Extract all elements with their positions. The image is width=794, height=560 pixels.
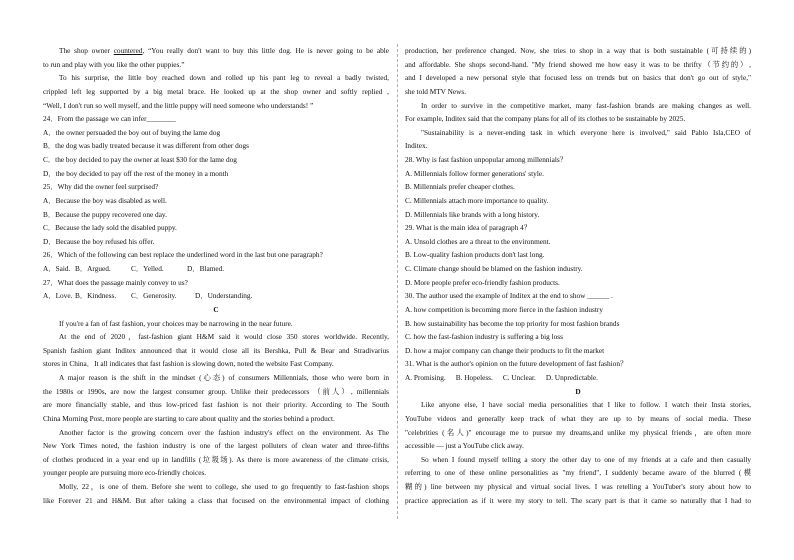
text-line: practice appreciation as if it were my story to tell. The scary part is that it came so naturally that I had to xyxy=(405,495,751,505)
text-line: are more financially stable, and thus low-priced fast fashion is not their priority. According to The South xyxy=(43,400,389,410)
text-line: she told MTV News. xyxy=(405,86,467,96)
option: C. Climate change should be blamed on the fashion industry. xyxy=(405,264,583,273)
option: C．Yelled. xyxy=(131,264,164,273)
option: D. how a major company can change their products to fit the market xyxy=(405,345,605,355)
option: D. More people prefer eco-friendly fashion products. xyxy=(405,277,560,287)
text-line: Molly, 22，is one of them. Before she went to college, she used to go frequently to fast-fashion shops xyxy=(59,482,389,491)
text-line: to run and play with you like the other puppies.” xyxy=(43,59,185,69)
question-27: 27．What does the passage mainly convey to us? xyxy=(43,277,188,287)
text-line: crippled left leg supported by a big metal brace. He looked up at the shop owner and softly replied , xyxy=(43,86,389,96)
option: D．Blamed. xyxy=(187,264,225,273)
option: D．the boy decided to pay off the rest of the money in a month xyxy=(43,168,229,178)
passage-b-paragraph xyxy=(43,44,389,58)
option: B．Argued. xyxy=(75,264,111,273)
question-28: 28. Why is fast fashion unpopular among millennials？ xyxy=(405,155,567,164)
column-divider xyxy=(397,44,398,519)
text-line: stores in China．It all indicates that fast fashion is slowing down, noted the website Fast Company. xyxy=(43,359,334,369)
option: B. Low-quality fashion products don't last long. xyxy=(405,250,545,260)
option: C．the boy decided to pay the owner at least $30 for the lame dog xyxy=(43,155,237,164)
text-line: At the end of 2020，fast-fashion giant H&M said it would close 350 stores worldwide. Recently, xyxy=(59,332,389,342)
option: D. Unpredictable. xyxy=(545,373,598,382)
left-column xyxy=(43,44,389,507)
text-line: 糊的) line between my physical and virtual social lives. I was retelling a YouTuber's story about how to xyxy=(405,482,751,491)
text-line: China Morning Post, more people are starting to care about quality and the stories behind a product. xyxy=(43,413,335,423)
text-line: Inditex. xyxy=(405,141,428,151)
text-line: “Well, I don't run so well myself, and the little puppy will need someone who understands! ” xyxy=(43,100,314,110)
text-line: Like anyone else, I have social media personalities that I like to follow. I watch their Insta stories, xyxy=(421,400,751,410)
section-heading-d: D xyxy=(575,386,581,396)
option: C．Generosity. xyxy=(131,291,177,301)
option: D. Millennials like brands with a long history. xyxy=(405,209,540,219)
option: D．Understanding. xyxy=(195,291,253,301)
option: C. Millennials attach more importance to quality. xyxy=(405,195,549,205)
text-line: "celebrities (名人)" encourage me to pursue my dreams,and unlike my physical friends，are often more xyxy=(405,427,751,437)
option: A. Promising. xyxy=(405,373,446,382)
text-line: Spanish fashion giant Inditex announced that it would close all its Bershka, Pull & Bear and Stradivarius xyxy=(43,345,389,355)
text-line: If you're a fan of fast fashion, your choices may be narrowing in the near future. xyxy=(59,318,293,328)
option: C．Because the lady sold the disabled puppy. xyxy=(43,223,177,233)
text: , “You really don't want to buy this little dog. He is never going to be able xyxy=(142,46,389,55)
question-31: 31. What is the author's opinion on the future development of fast fashion？ xyxy=(405,359,628,369)
text-line: In order to survive in the competitive market, many fast-fashion brands are making changes as well. xyxy=(421,100,751,110)
options-row xyxy=(43,262,389,276)
question-25: 25．Why did the owner feel surprised? xyxy=(43,182,159,192)
text-line: A major reason is the shift in the mindset (心态) of consumers Millennials, those who were born in xyxy=(59,373,389,382)
option: B．the dog was badly treated because it was different from other dogs xyxy=(43,141,249,151)
text-line: New York Times noted, the fashion industry is one of the largest polluters of clean water and three-fifths xyxy=(43,441,389,451)
text-line: and affordable. She shops second-hand. "My friend showed me how easy it was to be thrifty（节约的）, xyxy=(405,59,751,69)
text-line: the 1980s or 1990s, are now the largest consumer group. Unlike their predecessors （前人）, millennials xyxy=(43,386,389,396)
text-line: To his surprise, the little boy reached down and rolled up his pant leg to reveal a badly twisted, xyxy=(59,73,389,83)
option: A．Said. xyxy=(43,264,71,273)
option: A．Love. xyxy=(43,291,73,301)
options-row xyxy=(43,289,389,303)
text-line: referring to one of these online personalities as "my friend", I suddenly became aware of the blurred (模 xyxy=(405,468,751,478)
option: B．Because the puppy recovered one day. xyxy=(43,209,167,219)
text-line: Another factor is the growing concern over the fashion industry's effect on the environment. As The xyxy=(59,427,389,437)
text-line: younger people are pursuing more eco-friendly choices. xyxy=(43,468,207,478)
text-line: For example, Inditex said that the company plans for all of its clothes to be sustainable by 2025. xyxy=(405,114,686,124)
question-30: 30. The author used the example of Inditex at the end to show ______ . xyxy=(405,291,613,301)
text-line: So when I found myself telling a story the other day to one of my friends at a cafe and then casually xyxy=(421,454,751,464)
option: C. how the fast-fashion industry is suffering a big loss xyxy=(405,332,563,342)
option: A. Millennials follow former generations' style. xyxy=(405,168,544,178)
text-line: "Sustainability is a never-ending task in which everyone here is involved," said Pablo Isla,CEO of xyxy=(421,127,751,137)
text-line: accessible — just a YouTube click away. xyxy=(405,441,524,451)
underlined-word: countered xyxy=(113,46,143,55)
right-column xyxy=(405,44,751,507)
option: B. Hopeless. xyxy=(455,373,493,382)
text-line: of clothes produced in a year end up in landfills (垃圾场). As there is more awareness of the climate crisis, xyxy=(43,454,389,464)
question-29: 29. What is the main idea of paragraph 4？ xyxy=(405,223,532,233)
section-heading-c: C xyxy=(213,304,219,314)
option: D．Because the boy refused his offer. xyxy=(43,236,155,246)
options-row xyxy=(405,371,751,385)
text: The shop owner xyxy=(59,46,110,55)
option: A. Unsold clothes are a threat to the environment. xyxy=(405,236,551,246)
text-line: like Forever 21 and H&M. But after taking a class that focused on the environmental impact of clothing xyxy=(43,495,389,505)
option: B. how sustainability has become the top priority for most fashion brands xyxy=(405,318,620,328)
option: B. Millennials prefer cheaper clothes. xyxy=(405,182,515,192)
option: A．Because the boy was disabled as well. xyxy=(43,195,167,205)
option: A．the owner persuaded the boy out of buying the lame dog xyxy=(43,127,221,137)
text-line: YouTube videos and generally keep track of what they are up to by means of social media. These xyxy=(405,413,751,423)
text-line: production, her preference changed. Now, she tries to shop in a way that is both sustainable (可持续的) xyxy=(405,46,751,55)
option: A. how competition is becoming more fierce in the fashion industry xyxy=(405,304,603,314)
text-line: and I developed a new personal style that focused less on trends but on basics that don't go out of style," xyxy=(405,73,751,83)
question-26: 26．Which of the following can best replace the underlined word in the last but one paragraph? xyxy=(43,250,323,260)
option: C. Unclear. xyxy=(502,373,536,382)
question-24: 24．From the passage we can infer________ xyxy=(43,114,176,124)
option: B．Kindness. xyxy=(75,291,117,301)
